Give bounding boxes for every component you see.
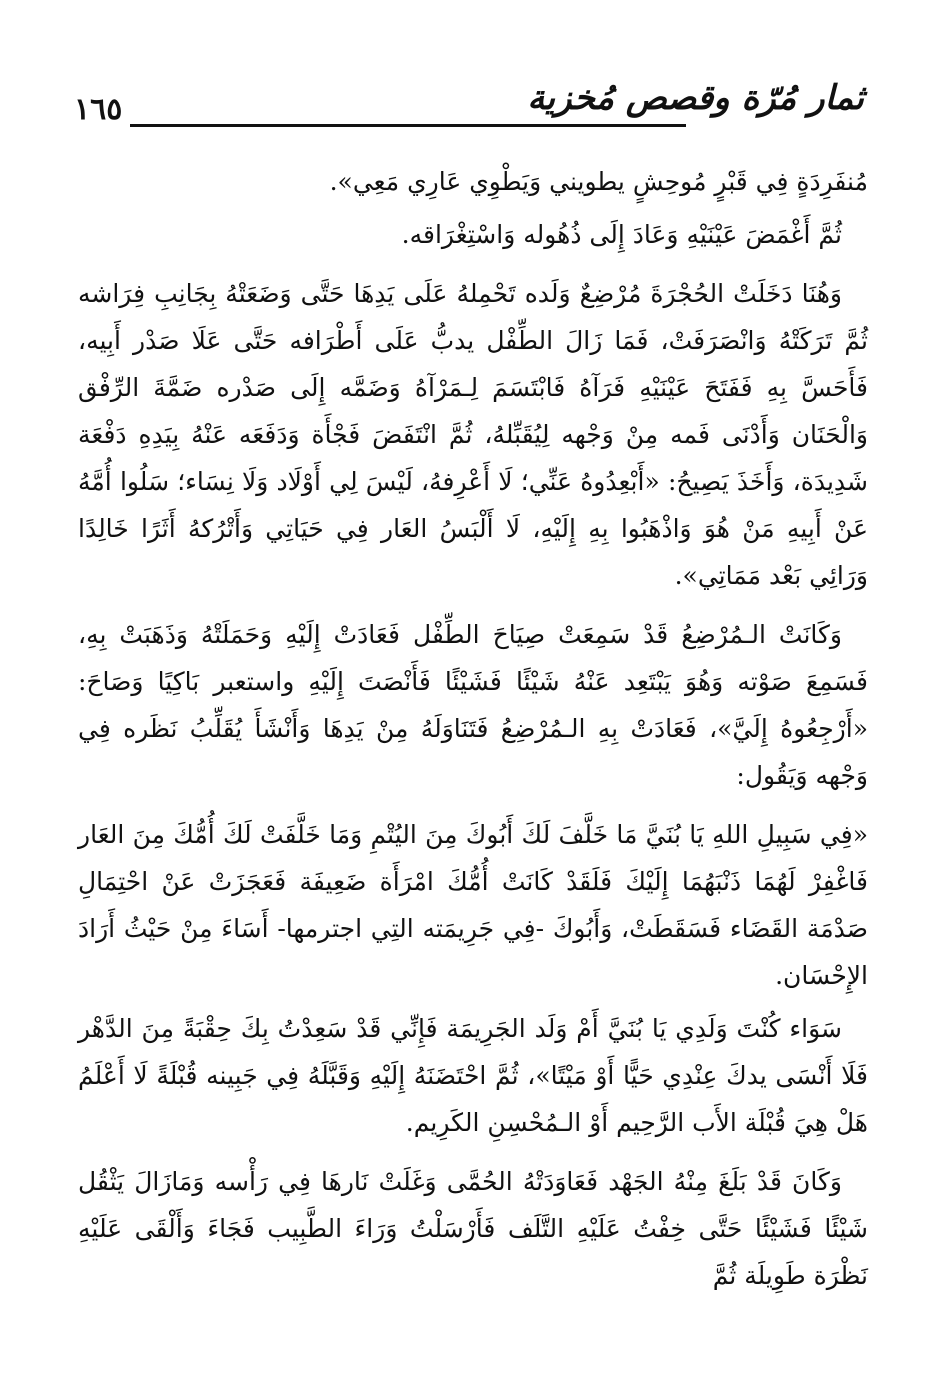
paragraph-2: ثُمَّ أَغْمَضَ عَيْنَيْهِ وَعَادَ إِلَى ذُهُوله وَاسْتِغْرَاقه. — [401, 220, 842, 249]
running-title: ثمار مُرّة وقصص مُخزية — [527, 78, 864, 118]
header-rule — [130, 124, 686, 127]
paragraph-5: «فِي سَبِيلِ اللهِ يَا بُنَيَّ مَا خَلَّفَ لَكَ أَبُوكَ مِنَ اليُتْمِ وَمَا خَلَّفَتْ لَكَ أُمُّكَ مِنَ العَار فَاغْفِرْ لَهُمَا ذَنْبَهُمَا إِلَيْكَ فَلَقَدْ كَانَتْ أُمُّكَ امْرَأَة ضَعِيفَة فَعَجَزَتْ عَنْ احْتِمَالِ صَدْمَة القَضَاء فَسَقَطَتْ، وَأَبُوكَ -فِي جَرِيمَته التِي اجترمها- أَسَاءَ مِنْ حَيْثُ أَرَادَ الإِحْسَان. — [78, 820, 868, 990]
page-number: ١٦٥ — [74, 92, 123, 127]
body-text — [78, 158, 868, 1311]
page-header — [74, 72, 864, 132]
paragraph-1: مُنفَرِدَةٍ فِي قَبْرٍ مُوحِشٍ يطويني وَيَطْوِي عَارِي مَعِي». — [329, 167, 868, 196]
paragraph-6: سَوَاء كُنْتَ وَلَدِي يَا بُنَيَّ أَمْ وَلَد الجَرِيمَة فَإِنِّي قَدْ سَعِدْتُ بِكَ حِقْبَةً مِنَ الدَّهْر فَلَا أَنْسَى يدكَ عِنْدِي حَيًّا أَوْ مَيْتًا»، ثُمَّ احْتَضَنَهُ إِلَيْهِ وَقَبَّلَهُ فِي جَبِينه قُبْلَةً لَا أَعْلَمُ هَلْ هِيَ قُبْلَة الأَب الرَّحِيم أَوْ الـمُحْسِنِ الكَرِيم. — [78, 1014, 868, 1137]
paragraph-7: وَكَانَ قَدْ بَلَغَ مِنْهُ الجَهْد فَعَاوَدَتْهُ الحُمَّى وَغَلَتْ نَارهَا فِي رَأْسه وَمَازَالَ يَثْقُل شَيْئًا فَشَيْئًا حَتَّى خِفْتُ عَلَيْهِ التَّلَف فَأَرْسَلْتُ وَرَاءَ الطَّبِيب فَجَاءَ وَأَلْقَى عَلَيْهِ نَظْرَة طَوِيلَة ثُمَّ — [78, 1167, 868, 1290]
paragraph-3: وَهُنَا دَخَلَتْ الحُجْرَةَ مُرْضِعٌ وَلَده تَحْمِلهُ عَلَى يَدِهَا حَتَّى وَضَعَتْهُ بِجَانِبِ فِرَاشه ثُمَّ تَرَكَتْهُ وَانْصَرَفَتْ، فَمَا زَالَ الطِّفْل يدبُّ عَلَى أَطْرَافه حَتَّى عَلَا صَدْر أَبِيه، فَأَحَسَّ بِهِ فَفَتَحَ عَيْنَيْهِ فَرَآهُ فَابْتَسَمَ لِـمَرْآهُ وَضَمَّه إِلَى صَدْره ضَمَّةَ الرِّفْق وَالْحَنَان وَأَدْنَى فَمه مِنْ وَجْهه لِيُقَبِّلهُ، ثُمَّ انْتَفَضَ فَجْأَة وَدَفَعَه عَنْهُ بِيَدِهِ دَفْعَة شَدِيدَة، وَأَخَذَ يَصِيحُ: «أَبْعِدُوهُ عَنِّي؛ لَا أَعْرِفهُ، لَيْسَ لِي أَوْلَاد وَلَا نِسَاء؛ سَلُوا أُمَّهُ عَنْ أَبِيهِ مَنْ هُوَ وَاذْهَبُوا بِهِ إِلَيْهِ، لَا أَلْبَسُ العَار فِي حَيَاتِي وَأَتْرُكهُ أَثَرًا خَالِدًا وَرَائِي بَعْد مَمَاتِي». — [78, 279, 868, 590]
paragraph-4: وَكَانَتْ الـمُرْضِعُ قَدْ سَمِعَتْ صِيَاحَ الطِّفْل فَعَادَتْ إِلَيْهِ وَحَمَلَتْهُ وَذَهَبَتْ بِهِ، فَسَمِعَ صَوْته وَهُوَ يَبْتَعِد عَنْهُ شَيْئًا فَشَيْئًا فَأَنْصَتَ إِلَيْهِ واستعبر بَاكِيًا وَصَاحَ: «أَرْجِعُوهُ إِلَيَّ»، فَعَادَتْ بِهِ الـمُرْضِعُ فَتَنَاوَلَهُ مِنْ يَدِهَا وَأَنْشَأَ يُقَلِّبُ نَظَره فِي وَجْهه وَيَقُول: — [78, 620, 868, 790]
